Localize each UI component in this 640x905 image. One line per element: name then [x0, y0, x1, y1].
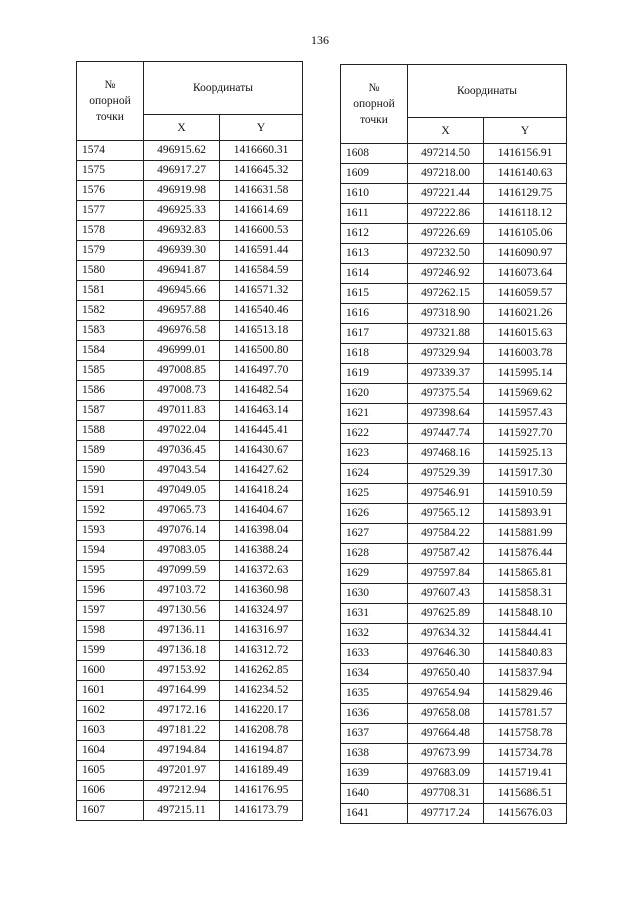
point-number-cell: 1611	[341, 204, 408, 224]
y-coordinate-cell: 1416262.85	[220, 661, 303, 681]
y-coordinate-cell: 1416194.87	[220, 741, 303, 761]
x-coordinate-cell: 497232.50	[408, 244, 484, 264]
y-coordinate-cell: 1416015.63	[484, 324, 567, 344]
table-row	[77, 461, 303, 481]
x-coordinate-cell: 497103.72	[144, 581, 220, 601]
point-number-cell: 1612	[341, 224, 408, 244]
point-number-cell: 1635	[341, 684, 408, 704]
x-coordinate-cell: 497008.85	[144, 361, 220, 381]
number-header-line3: точки	[360, 114, 388, 126]
y-coordinate-cell: 1415876.44	[484, 544, 567, 564]
point-number-cell: 1574	[77, 141, 144, 161]
point-number-cell: 1624	[341, 464, 408, 484]
point-number-cell: 1584	[77, 341, 144, 361]
point-number-cell: 1621	[341, 404, 408, 424]
y-coordinate-cell: 1415719.41	[484, 764, 567, 784]
y-coordinate-cell: 1416388.24	[220, 541, 303, 561]
point-number-cell: 1630	[341, 584, 408, 604]
point-number-cell: 1615	[341, 284, 408, 304]
point-number-cell: 1625	[341, 484, 408, 504]
y-coordinate-cell: 1415676.03	[484, 804, 567, 824]
y-coordinate-cell: 1415910.59	[484, 484, 567, 504]
table-row	[77, 441, 303, 461]
y-coordinate-cell: 1416176.95	[220, 781, 303, 801]
x-coordinate-cell: 497683.09	[408, 764, 484, 784]
point-number-cell: 1638	[341, 744, 408, 764]
table-row	[341, 764, 567, 784]
x-coordinate-cell: 497218.00	[408, 164, 484, 184]
y-coordinate-cell: 1416404.67	[220, 501, 303, 521]
number-header-line3: точки	[96, 111, 124, 123]
table-row	[77, 421, 303, 441]
number-header-line2: опорной	[353, 98, 395, 110]
x-coordinate-cell: 497036.45	[144, 441, 220, 461]
y-coordinate-cell: 1415917.30	[484, 464, 567, 484]
y-coordinate-cell: 1415927.70	[484, 424, 567, 444]
point-number-cell: 1607	[77, 801, 144, 821]
point-number-cell: 1587	[77, 401, 144, 421]
table-row	[77, 501, 303, 521]
table-row	[341, 224, 567, 244]
table-row	[77, 661, 303, 681]
y-coordinate-cell: 1416482.54	[220, 381, 303, 401]
x-coordinate-cell: 497201.97	[144, 761, 220, 781]
x-coordinate-cell: 497222.86	[408, 204, 484, 224]
y-coordinate-cell: 1416073.64	[484, 264, 567, 284]
y-coordinate-cell: 1415848.10	[484, 604, 567, 624]
x-coordinate-cell: 496945.66	[144, 281, 220, 301]
x-coordinate-cell: 497043.54	[144, 461, 220, 481]
y-coordinate-cell: 1416173.79	[220, 801, 303, 821]
table-row	[77, 381, 303, 401]
point-number-cell: 1618	[341, 344, 408, 364]
point-number-cell: 1628	[341, 544, 408, 564]
x-coordinate-cell: 497339.37	[408, 364, 484, 384]
y-coordinate-cell: 1416584.59	[220, 261, 303, 281]
x-coordinate-cell: 496915.62	[144, 141, 220, 161]
y-header: Y	[484, 118, 567, 144]
x-coordinate-cell: 497650.40	[408, 664, 484, 684]
point-number-cell: 1629	[341, 564, 408, 584]
x-coordinate-cell: 497625.89	[408, 604, 484, 624]
y-coordinate-cell: 1416513.18	[220, 321, 303, 341]
point-number-cell: 1613	[341, 244, 408, 264]
table-row	[77, 221, 303, 241]
point-number-cell: 1586	[77, 381, 144, 401]
point-number-cell: 1617	[341, 324, 408, 344]
x-coordinate-cell: 497221.44	[408, 184, 484, 204]
table-row	[77, 161, 303, 181]
y-coordinate-cell: 1416118.12	[484, 204, 567, 224]
x-coordinate-cell: 496957.88	[144, 301, 220, 321]
point-number-cell: 1578	[77, 221, 144, 241]
table-row	[77, 201, 303, 221]
x-coordinate-cell: 497658.08	[408, 704, 484, 724]
table-row	[77, 321, 303, 341]
point-number-cell: 1580	[77, 261, 144, 281]
x-coordinate-cell: 497262.15	[408, 284, 484, 304]
page-number: 136	[311, 33, 329, 47]
table-row	[341, 284, 567, 304]
point-number-cell: 1579	[77, 241, 144, 261]
table-row	[341, 644, 567, 664]
x-coordinate-cell: 497011.83	[144, 401, 220, 421]
point-number-cell: 1602	[77, 701, 144, 721]
x-coordinate-cell: 497164.99	[144, 681, 220, 701]
table-row	[341, 344, 567, 364]
point-number-cell: 1634	[341, 664, 408, 684]
y-coordinate-cell: 1416497.70	[220, 361, 303, 381]
y-coordinate-cell: 1416105.06	[484, 224, 567, 244]
table-row	[341, 144, 567, 164]
x-coordinate-cell: 497136.18	[144, 641, 220, 661]
point-number-cell: 1592	[77, 501, 144, 521]
table-row	[77, 141, 303, 161]
table-row	[77, 401, 303, 421]
x-coordinate-cell: 497226.69	[408, 224, 484, 244]
table-row	[341, 184, 567, 204]
number-sign: №	[104, 79, 116, 91]
point-number-cell: 1589	[77, 441, 144, 461]
point-number-header	[77, 62, 144, 141]
x-coordinate-cell: 496925.33	[144, 201, 220, 221]
table-row	[341, 584, 567, 604]
point-number-cell: 1593	[77, 521, 144, 541]
table-row	[77, 241, 303, 261]
table-row	[77, 761, 303, 781]
point-number-cell: 1583	[77, 321, 144, 341]
table-row	[77, 261, 303, 281]
point-number-cell: 1581	[77, 281, 144, 301]
x-coordinate-cell: 497646.30	[408, 644, 484, 664]
point-number-cell: 1604	[77, 741, 144, 761]
x-coordinate-cell: 497022.04	[144, 421, 220, 441]
y-coordinate-cell: 1415734.78	[484, 744, 567, 764]
y-coordinate-cell: 1416156.91	[484, 144, 567, 164]
table-row	[341, 324, 567, 344]
x-coordinate-cell: 497587.42	[408, 544, 484, 564]
point-number-cell: 1627	[341, 524, 408, 544]
table-row	[77, 181, 303, 201]
y-coordinate-cell: 1415686.51	[484, 784, 567, 804]
table-row	[77, 341, 303, 361]
table-row	[341, 164, 567, 184]
y-coordinate-cell: 1415837.94	[484, 664, 567, 684]
x-coordinate-cell: 496919.98	[144, 181, 220, 201]
x-coordinate-cell: 497664.48	[408, 724, 484, 744]
y-coordinate-cell: 1415858.31	[484, 584, 567, 604]
table-row	[341, 724, 567, 744]
table-row	[77, 641, 303, 661]
x-coordinate-cell: 497529.39	[408, 464, 484, 484]
point-number-cell: 1576	[77, 181, 144, 201]
y-coordinate-cell: 1415758.78	[484, 724, 567, 744]
point-number-cell: 1637	[341, 724, 408, 744]
table-row	[77, 601, 303, 621]
table-row	[77, 721, 303, 741]
y-coordinate-cell: 1415969.62	[484, 384, 567, 404]
y-coordinate-cell: 1415844.41	[484, 624, 567, 644]
table-row	[341, 684, 567, 704]
y-coordinate-cell: 1415893.91	[484, 504, 567, 524]
table-row	[77, 281, 303, 301]
x-coordinate-cell: 497212.94	[144, 781, 220, 801]
x-coordinate-cell: 497136.11	[144, 621, 220, 641]
point-number-header	[341, 65, 408, 144]
table-row	[341, 524, 567, 544]
point-number-cell: 1597	[77, 601, 144, 621]
y-coordinate-cell: 1416571.32	[220, 281, 303, 301]
table-row	[341, 304, 567, 324]
point-number-cell: 1623	[341, 444, 408, 464]
table-row	[341, 444, 567, 464]
coordinates-table-left	[76, 61, 303, 821]
x-coordinate-cell: 497398.64	[408, 404, 484, 424]
table-row	[341, 744, 567, 764]
point-number-cell: 1608	[341, 144, 408, 164]
point-number-cell: 1598	[77, 621, 144, 641]
table-row	[341, 364, 567, 384]
table-row	[341, 204, 567, 224]
table-row	[341, 244, 567, 264]
point-number-cell: 1636	[341, 704, 408, 724]
table-row	[77, 741, 303, 761]
number-sign: №	[368, 82, 380, 94]
x-coordinate-cell: 497214.50	[408, 144, 484, 164]
x-coordinate-cell: 497634.32	[408, 624, 484, 644]
x-coordinate-cell: 497468.16	[408, 444, 484, 464]
point-number-cell: 1620	[341, 384, 408, 404]
point-number-cell: 1577	[77, 201, 144, 221]
y-header: Y	[220, 115, 303, 141]
x-coordinate-cell: 497708.31	[408, 784, 484, 804]
x-coordinate-cell: 497172.16	[144, 701, 220, 721]
table-row	[341, 264, 567, 284]
table-row	[341, 384, 567, 404]
table-row	[341, 704, 567, 724]
point-number-cell: 1603	[77, 721, 144, 741]
y-coordinate-cell: 1415925.13	[484, 444, 567, 464]
table-row	[341, 404, 567, 424]
y-coordinate-cell: 1416463.14	[220, 401, 303, 421]
point-number-cell: 1575	[77, 161, 144, 181]
x-coordinate-cell: 497447.74	[408, 424, 484, 444]
point-number-cell: 1605	[77, 761, 144, 781]
x-coordinate-cell: 497049.05	[144, 481, 220, 501]
y-coordinate-cell: 1416540.46	[220, 301, 303, 321]
y-coordinate-cell: 1416631.58	[220, 181, 303, 201]
x-coordinate-cell: 497584.22	[408, 524, 484, 544]
y-coordinate-cell: 1416312.72	[220, 641, 303, 661]
table-row	[341, 784, 567, 804]
x-coordinate-cell: 497083.05	[144, 541, 220, 561]
y-coordinate-cell: 1416645.32	[220, 161, 303, 181]
y-coordinate-cell: 1416090.97	[484, 244, 567, 264]
y-coordinate-cell: 1416398.04	[220, 521, 303, 541]
table-row	[341, 424, 567, 444]
x-coordinate-cell: 497318.90	[408, 304, 484, 324]
table-row	[77, 621, 303, 641]
y-coordinate-cell: 1416500.80	[220, 341, 303, 361]
x-coordinate-cell: 496941.87	[144, 261, 220, 281]
table-row	[77, 801, 303, 821]
table-row	[341, 664, 567, 684]
y-coordinate-cell: 1416003.78	[484, 344, 567, 364]
point-number-cell: 1626	[341, 504, 408, 524]
table-row	[77, 561, 303, 581]
y-coordinate-cell: 1415881.99	[484, 524, 567, 544]
y-coordinate-cell: 1416140.63	[484, 164, 567, 184]
table-row	[77, 781, 303, 801]
table-row	[77, 581, 303, 601]
coordinates-header: Координаты	[144, 62, 303, 115]
y-coordinate-cell: 1415829.46	[484, 684, 567, 704]
point-number-cell: 1596	[77, 581, 144, 601]
y-coordinate-cell: 1416316.97	[220, 621, 303, 641]
point-number-cell: 1633	[341, 644, 408, 664]
table-row	[341, 464, 567, 484]
y-coordinate-cell: 1416208.78	[220, 721, 303, 741]
y-coordinate-cell: 1416189.49	[220, 761, 303, 781]
y-coordinate-cell: 1416614.69	[220, 201, 303, 221]
x-coordinate-cell: 496917.27	[144, 161, 220, 181]
point-number-cell: 1595	[77, 561, 144, 581]
point-number-cell: 1641	[341, 804, 408, 824]
table-row	[341, 804, 567, 824]
point-number-cell: 1590	[77, 461, 144, 481]
y-coordinate-cell: 1416059.57	[484, 284, 567, 304]
table-row	[341, 604, 567, 624]
table-row	[341, 504, 567, 524]
y-coordinate-cell: 1415840.83	[484, 644, 567, 664]
point-number-cell: 1591	[77, 481, 144, 501]
y-coordinate-cell: 1416220.17	[220, 701, 303, 721]
point-number-cell: 1600	[77, 661, 144, 681]
x-coordinate-cell: 497008.73	[144, 381, 220, 401]
x-coordinate-cell: 497375.54	[408, 384, 484, 404]
table-row	[341, 564, 567, 584]
y-coordinate-cell: 1416591.44	[220, 241, 303, 261]
y-coordinate-cell: 1416430.67	[220, 441, 303, 461]
y-coordinate-cell: 1416324.97	[220, 601, 303, 621]
x-coordinate-cell: 497654.94	[408, 684, 484, 704]
point-number-cell: 1609	[341, 164, 408, 184]
point-number-cell: 1594	[77, 541, 144, 561]
x-coordinate-cell: 497565.12	[408, 504, 484, 524]
x-coordinate-cell: 497194.84	[144, 741, 220, 761]
point-number-cell: 1582	[77, 301, 144, 321]
point-number-cell: 1614	[341, 264, 408, 284]
x-header: X	[408, 118, 484, 144]
x-coordinate-cell: 496932.83	[144, 221, 220, 241]
y-coordinate-cell: 1415781.57	[484, 704, 567, 724]
table-row	[77, 361, 303, 381]
table-row	[77, 521, 303, 541]
point-number-cell: 1601	[77, 681, 144, 701]
coordinates-table-right	[340, 64, 567, 824]
x-coordinate-cell: 497099.59	[144, 561, 220, 581]
table-row	[77, 301, 303, 321]
point-number-cell: 1610	[341, 184, 408, 204]
point-number-cell: 1606	[77, 781, 144, 801]
point-number-cell: 1616	[341, 304, 408, 324]
x-coordinate-cell: 497130.56	[144, 601, 220, 621]
x-coordinate-cell: 497607.43	[408, 584, 484, 604]
y-coordinate-cell: 1416021.26	[484, 304, 567, 324]
x-coordinate-cell: 497546.91	[408, 484, 484, 504]
y-coordinate-cell: 1416660.31	[220, 141, 303, 161]
point-number-cell: 1588	[77, 421, 144, 441]
coordinates-header: Координаты	[408, 65, 567, 118]
y-coordinate-cell: 1416427.62	[220, 461, 303, 481]
y-coordinate-cell: 1416600.53	[220, 221, 303, 241]
x-coordinate-cell: 497153.92	[144, 661, 220, 681]
x-coordinate-cell: 497329.94	[408, 344, 484, 364]
y-coordinate-cell: 1416372.63	[220, 561, 303, 581]
x-coordinate-cell: 497215.11	[144, 801, 220, 821]
y-coordinate-cell: 1416360.98	[220, 581, 303, 601]
y-coordinate-cell: 1416129.75	[484, 184, 567, 204]
point-number-cell: 1639	[341, 764, 408, 784]
y-coordinate-cell: 1416445.41	[220, 421, 303, 441]
x-coordinate-cell: 497597.84	[408, 564, 484, 584]
x-coordinate-cell: 497181.22	[144, 721, 220, 741]
y-coordinate-cell: 1415995.14	[484, 364, 567, 384]
table-row	[77, 481, 303, 501]
x-coordinate-cell: 497076.14	[144, 521, 220, 541]
table-row	[341, 624, 567, 644]
y-coordinate-cell: 1415957.43	[484, 404, 567, 424]
x-coordinate-cell: 496999.01	[144, 341, 220, 361]
table-row	[77, 681, 303, 701]
table-row	[77, 701, 303, 721]
point-number-cell: 1599	[77, 641, 144, 661]
point-number-cell: 1631	[341, 604, 408, 624]
table-row	[341, 484, 567, 504]
y-coordinate-cell: 1416234.52	[220, 681, 303, 701]
number-header-line2: опорной	[89, 95, 131, 107]
x-coordinate-cell: 497065.73	[144, 501, 220, 521]
x-coordinate-cell: 497717.24	[408, 804, 484, 824]
point-number-cell: 1585	[77, 361, 144, 381]
table-row	[77, 541, 303, 561]
x-coordinate-cell: 497246.92	[408, 264, 484, 284]
table-row	[341, 544, 567, 564]
point-number-cell: 1619	[341, 364, 408, 384]
x-header: X	[144, 115, 220, 141]
point-number-cell: 1622	[341, 424, 408, 444]
x-coordinate-cell: 497673.99	[408, 744, 484, 764]
x-coordinate-cell: 496976.58	[144, 321, 220, 341]
x-coordinate-cell: 497321.88	[408, 324, 484, 344]
y-coordinate-cell: 1416418.24	[220, 481, 303, 501]
point-number-cell: 1640	[341, 784, 408, 804]
x-coordinate-cell: 496939.30	[144, 241, 220, 261]
y-coordinate-cell: 1415865.81	[484, 564, 567, 584]
point-number-cell: 1632	[341, 624, 408, 644]
